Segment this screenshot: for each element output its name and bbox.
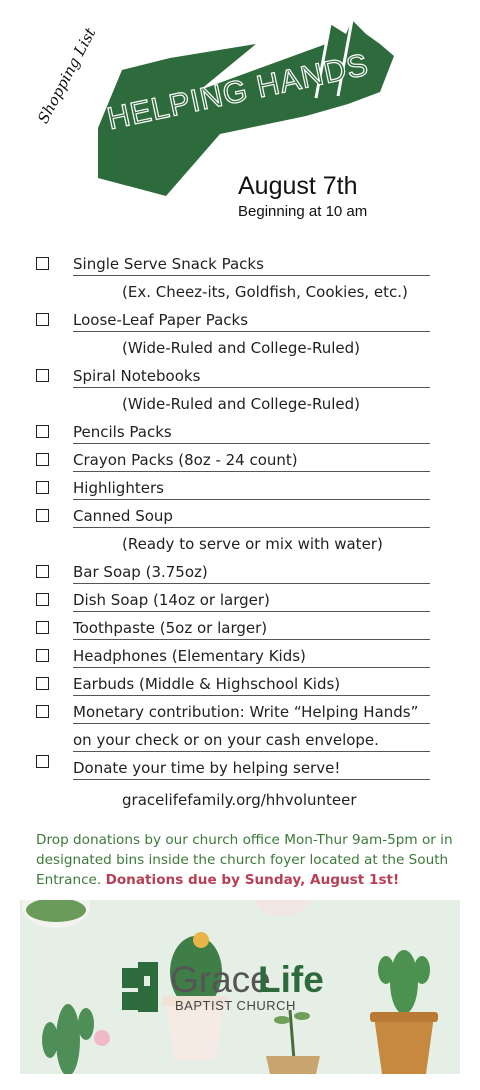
item-label: Toothpaste (5oz or larger) xyxy=(73,619,430,640)
item-label: Pencils Packs xyxy=(73,423,430,444)
checkbox[interactable] xyxy=(36,677,49,690)
logo-life: Life xyxy=(258,959,324,1000)
checkbox[interactable] xyxy=(36,509,49,522)
item-note: (Wide-Ruled and College-Ruled) xyxy=(122,339,361,357)
list-item xyxy=(0,670,480,698)
checkbox[interactable] xyxy=(36,453,49,466)
event-time: Beginning at 10 am xyxy=(238,203,368,220)
checkbox[interactable] xyxy=(36,649,49,662)
list-item-note xyxy=(0,390,480,418)
item-note: (Ready to serve or mix with water) xyxy=(122,535,383,553)
item-note: (Wide-Ruled and College-Ruled) xyxy=(122,395,361,413)
list-item-note xyxy=(0,530,480,558)
list-item xyxy=(0,614,480,642)
page-title: HELPING HANDS xyxy=(104,46,372,137)
due-date-notice: Donations due by Sunday, August 1st! xyxy=(105,872,400,888)
list-item xyxy=(0,698,480,726)
item-label: Single Serve Snack Packs xyxy=(73,255,430,276)
logo-subtitle: BAPTIST CHURCH xyxy=(175,998,296,1013)
dropoff-text: Drop donations by our church office Mon-Thur 9am-5pm or in designated bins inside the church foyer located at the South Entrance. xyxy=(36,832,453,888)
checkbox[interactable] xyxy=(36,621,49,634)
item-label: Earbuds (Middle & Highschool Kids) xyxy=(73,675,430,696)
dropoff-instructions xyxy=(36,830,456,890)
checkbox[interactable] xyxy=(36,481,49,494)
list-item-continuation xyxy=(0,726,480,754)
checkbox[interactable] xyxy=(36,755,49,768)
list-item-note xyxy=(0,334,480,362)
event-date: August 7th xyxy=(238,172,358,200)
item-label: Loose-Leaf Paper Packs xyxy=(73,311,430,332)
item-label: Crayon Packs (8oz - 24 count) xyxy=(73,451,430,472)
item-label: Highlighters xyxy=(73,479,430,500)
item-label: Headphones (Elementary Kids) xyxy=(73,647,430,668)
list-item xyxy=(0,502,480,530)
list-item-note xyxy=(0,278,480,306)
item-label: Monetary contribution: Write “Helping Hands” xyxy=(73,703,430,724)
volunteer-link[interactable]: gracelifefamily.org/hhvolunteer xyxy=(122,791,357,809)
logo-grace: Grace xyxy=(170,959,271,1000)
item-note: (Ex. Cheez-its, Goldfish, Cookies, etc.) xyxy=(122,283,408,301)
list-item xyxy=(0,446,480,474)
church-banner xyxy=(20,900,460,1074)
list-item xyxy=(0,306,480,334)
list-item xyxy=(0,558,480,586)
list-item xyxy=(0,586,480,614)
checkbox[interactable] xyxy=(36,425,49,438)
shopping-list-script: Shopping List xyxy=(34,24,100,127)
list-item xyxy=(0,642,480,670)
checkbox[interactable] xyxy=(36,565,49,578)
checkbox[interactable] xyxy=(36,369,49,382)
item-label: on your check or on your cash envelope. xyxy=(73,731,430,752)
checkbox[interactable] xyxy=(36,705,49,718)
item-label: Spiral Notebooks xyxy=(73,367,430,388)
checkbox[interactable] xyxy=(36,593,49,606)
item-label: Canned Soup xyxy=(73,507,430,528)
list-item xyxy=(0,362,480,390)
header xyxy=(0,0,480,240)
item-label: Dish Soap (14oz or larger) xyxy=(73,591,430,612)
list-item xyxy=(0,474,480,502)
checkbox[interactable] xyxy=(36,313,49,326)
list-item xyxy=(0,754,480,782)
list-item-note xyxy=(0,786,480,814)
list-item xyxy=(0,418,480,446)
checkbox[interactable] xyxy=(36,257,49,270)
item-label: Bar Soap (3.75oz) xyxy=(73,563,430,584)
item-label: Donate your time by helping serve! xyxy=(73,759,430,780)
list-item xyxy=(0,250,480,278)
